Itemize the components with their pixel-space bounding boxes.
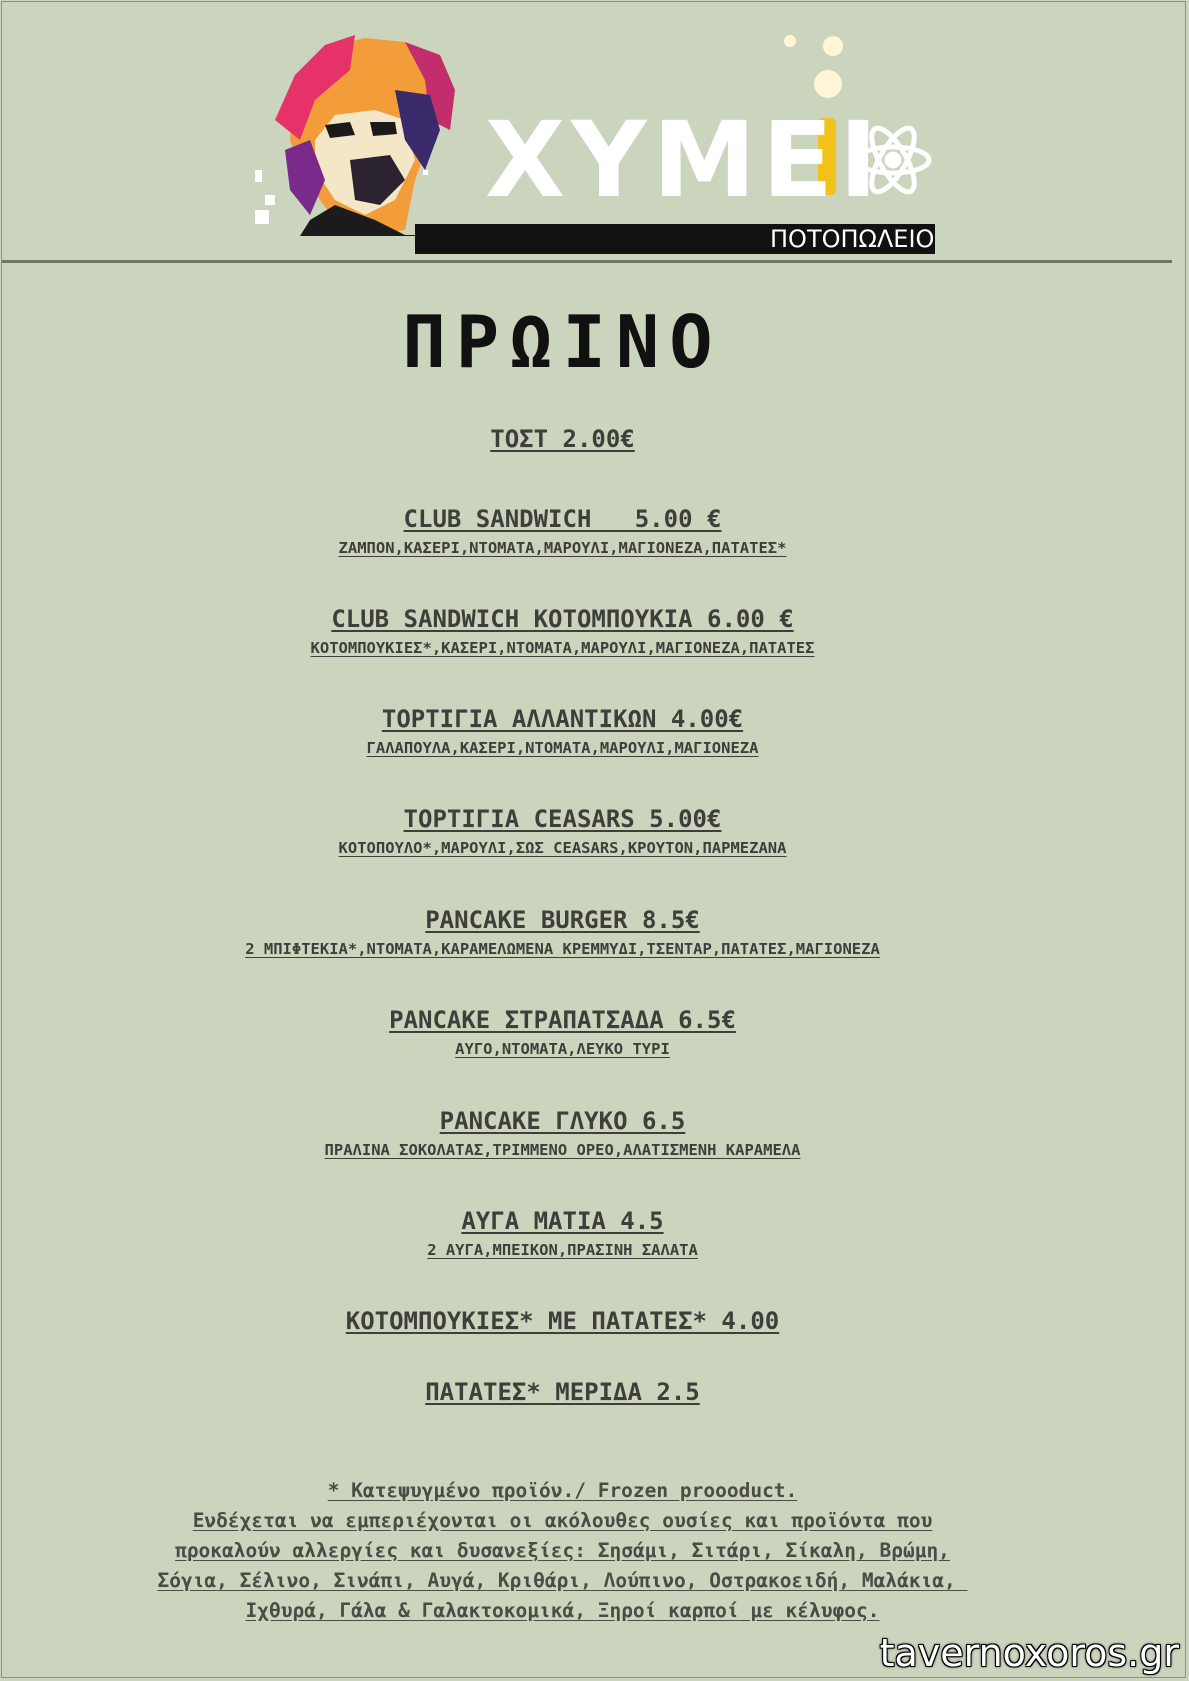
item-description: ΚΟΤΟΜΠΟΥΚΙΕΣ*,ΚΑΣΕΡΙ,ΝΤΟΜΑΤΑ,ΜΑΡΟΥΛΙ,ΜΑΓΙΟΝΕΖΑ,ΠΑΤΑΤΕΣ xyxy=(310,639,815,657)
menu-item xyxy=(0,1206,1125,1261)
page-title: ΠΡΩΙΝΟ xyxy=(402,300,723,384)
item-description: ΓΑΛΑΠΟΥΛΑ,ΚΑΣΕΡΙ,ΝΤΟΜΑΤΑ,ΜΑΡΟΥΛΙ,ΜΑΓΙΟΝΕΖΑ xyxy=(366,739,759,757)
item-description: 2 ΜΠΙΦΤΕΚΙΑ*,ΝΤΟΜΑΤΑ,ΚΑΡΑΜΕΛΩΜΕΝΑ ΚΡΕΜΜΥΔΙ,ΤΣΕΝΤΑΡ,ΠΑΤΑΤΕΣ,ΜΑΓΙΟΝΕΖΑ xyxy=(245,940,880,958)
menu-item xyxy=(0,504,1125,559)
footer-line: Ενδέχεται να εμπεριέχονται οι ακόλουθες ουσίες και προϊόντα που xyxy=(192,1509,933,1532)
footer-line: προκαλούν αλλεργίες και δυσανεξίες: Σησάμι, Σιτάρι, Σίκαλη, Βρώμη, xyxy=(175,1539,950,1562)
footer-line: Ιχθυρά, Γάλα & Γαλακτοκομικά, Ξηροί καρποί με κέλυφος. xyxy=(245,1599,880,1622)
footer-line: Σόγια, Σέλινο, Σινάπι, Αυγά, Κριθάρι, Λούπινο, Οστρακοειδή, Μαλάκια, xyxy=(157,1569,968,1592)
item-name: ΚΟΤΟΜΠΟΥΚΙΕΣ* ΜΕ ΠΑΤΑΤΕΣ* 4.00 xyxy=(345,1307,780,1335)
portrait-icon xyxy=(255,35,455,236)
item-description: 2 ΑΥΓΑ,ΜΠΕΙΚΟΝ,ΠΡΑΣΙΝΗ ΣΑΛΑΤΑ xyxy=(427,1241,698,1259)
item-name: PANCAKE ΓΛΥΚΟ 6.5 xyxy=(439,1107,686,1135)
menu-item xyxy=(0,1106,1125,1161)
menu-item xyxy=(0,1005,1125,1060)
menu-item xyxy=(0,604,1125,659)
item-name: ΤΟΡΤΙΓΙΑ ΑΛΛΑΝΤΙΚΩΝ 4.00€ xyxy=(381,705,744,733)
brand-name: XYMEI xyxy=(485,99,884,221)
allergen-note xyxy=(0,1476,1125,1626)
menu-item xyxy=(0,804,1125,859)
menu-item xyxy=(0,905,1125,960)
watermark: tavernoxoros.gr xyxy=(879,1631,1179,1675)
item-name: CLUB SANDWICH ΚΟΤΟΜΠΟΥΚΙΑ 6.00 € xyxy=(331,605,794,633)
item-description: ΑΥΓΟ,ΝΤΟΜΑΤΑ,ΛΕΥΚΟ ΤΥΡΙ xyxy=(455,1040,670,1058)
item-name: ΑΥΓΑ ΜΑΤΙΑ 4.5 xyxy=(461,1207,664,1235)
menu-item xyxy=(0,1377,1125,1407)
item-description: ΚΟΤΟΠΟΥΛΟ*,ΜΑΡΟΥΛΙ,ΣΩΣ CEASARS,ΚΡΟΥΤΟΝ,ΠΑΡΜΕΖΑΝΑ xyxy=(338,839,787,857)
header xyxy=(0,0,1189,265)
item-name: CLUB SANDWICH 5.00 € xyxy=(403,505,722,533)
bubbles-icon xyxy=(784,35,843,98)
item-name: ΤΟΣΤ 2.00€ xyxy=(490,425,635,453)
item-description: ΖΑΜΠΟΝ,ΚΑΣΕΡΙ,ΝΤΟΜΑΤΑ,ΜΑΡΟΥΛΙ,ΜΑΓΙΟΝΕΖΑ,ΠΑΤΑΤΕΣ* xyxy=(338,539,787,557)
header-divider xyxy=(2,260,1172,263)
menu-item xyxy=(0,424,1125,454)
item-name: ΤΟΡΤΙΓΙΑ CEASARS 5.00€ xyxy=(403,805,722,833)
menu-item xyxy=(0,1306,1125,1336)
item-name: PANCAKE ΣΤΡΑΠΑΤΣΑΔΑ 6.5€ xyxy=(389,1006,736,1034)
menu-item xyxy=(0,704,1125,759)
item-name: ΠΑΤΑΤΕΣ* ΜΕΡΙΔΑ 2.5 xyxy=(425,1378,700,1406)
brand-subtitle: ΠΟΤΟΠΩΛΕΙΟ xyxy=(770,225,935,253)
footer-line: * Κατεψυγμένο προϊόν./ Frozen proooduct. xyxy=(327,1479,798,1502)
item-description: ΠΡΑΛΙΝΑ ΣΟΚΟΛΑΤΑΣ,ΤΡΙΜΜΕΝΟ ΟΡΕΟ,ΑΛΑΤΙΣΜΕΝΗ ΚΑΡΑΜΕΛΑ xyxy=(324,1141,801,1159)
item-name: PANCAKE BURGER 8.5€ xyxy=(425,906,700,934)
